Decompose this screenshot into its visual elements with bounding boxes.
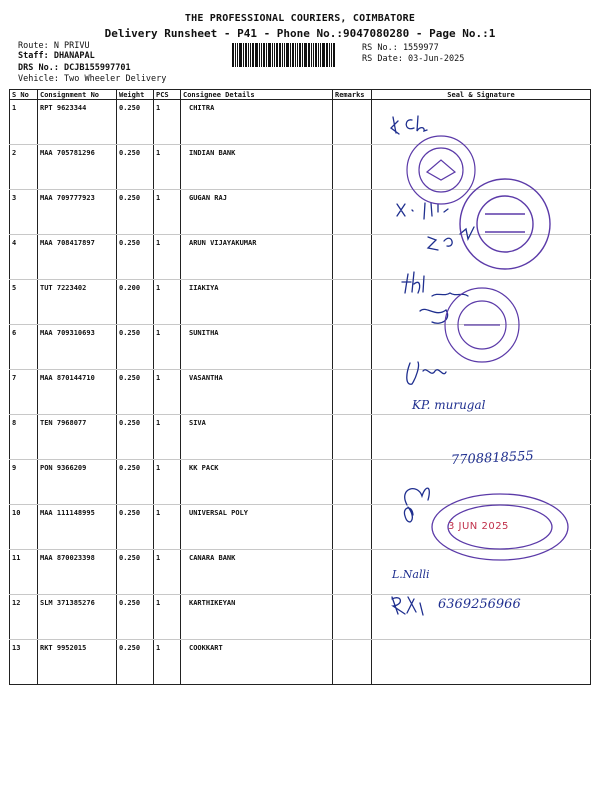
barcode-bar — [272, 43, 273, 67]
barcode-bar — [239, 43, 242, 67]
barcode-bar — [290, 43, 291, 67]
barcode-bar — [282, 43, 283, 67]
consignment-cell: TUT 7223402 — [38, 280, 117, 325]
consignee-cell: KK PACK — [181, 460, 333, 505]
staff-label: Staff: DHANAPAL — [18, 51, 95, 61]
weight-cell: 0.250 — [117, 595, 154, 640]
col-header-weight: Weight — [117, 90, 154, 100]
consignment-cell: MAA 708417897 — [38, 235, 117, 280]
consignment-cell: RPT 9623344 — [38, 100, 117, 145]
sno-cell: 2 — [10, 145, 38, 190]
weight-cell: 0.250 — [117, 460, 154, 505]
barcode-bar — [313, 43, 314, 67]
remarks-cell — [333, 370, 372, 415]
rs-date: RS Date: 03-Jun-2025 — [362, 54, 465, 64]
remarks-cell — [333, 325, 372, 370]
consignment-cell: MAA 705781296 — [38, 145, 117, 190]
weight-cell: 0.250 — [117, 145, 154, 190]
barcode-bar — [329, 43, 330, 67]
barcode-bar — [279, 43, 281, 67]
barcode-bar — [308, 43, 310, 67]
pcs-cell: 1 — [154, 370, 181, 415]
signature-cell — [372, 100, 591, 145]
table-row — [10, 550, 591, 595]
consignment-cell: MAA 709310693 — [38, 325, 117, 370]
consignment-cell: MAA 870144710 — [38, 370, 117, 415]
sno-cell: 9 — [10, 460, 38, 505]
pcs-cell: 1 — [154, 550, 181, 595]
consignee-cell: INDIAN BANK — [181, 145, 333, 190]
pcs-cell: 1 — [154, 235, 181, 280]
consignment-cell: SLM 371385276 — [38, 595, 117, 640]
barcode-bar — [255, 43, 258, 67]
sno-cell: 10 — [10, 505, 38, 550]
weight-cell: 0.250 — [117, 415, 154, 460]
weight-cell: 0.250 — [117, 325, 154, 370]
table-row — [10, 280, 591, 325]
barcode-bar — [276, 43, 278, 67]
weight-cell: 0.250 — [117, 640, 154, 685]
barcode-bar — [261, 43, 262, 67]
table-row — [10, 460, 591, 505]
sno-cell: 11 — [10, 550, 38, 595]
consignee-cell: SUNITHA — [181, 325, 333, 370]
sno-cell: 13 — [10, 640, 38, 685]
consignee-cell: SIVA — [181, 415, 333, 460]
pcs-cell: 1 — [154, 100, 181, 145]
weight-cell: 0.250 — [117, 370, 154, 415]
barcode-bar — [286, 43, 289, 67]
barcode-bar — [299, 43, 301, 67]
weight-cell: 0.250 — [117, 550, 154, 595]
barcode-bar — [333, 43, 335, 67]
barcode-bar — [304, 43, 307, 67]
consignment-cell: RKT 9952015 — [38, 640, 117, 685]
remarks-cell — [333, 505, 372, 550]
remarks-cell — [333, 415, 372, 460]
table-row — [10, 145, 591, 190]
remarks-cell — [333, 460, 372, 505]
pcs-cell: 1 — [154, 280, 181, 325]
barcode-bar — [318, 43, 319, 67]
consignee-cell: ARUN VIJAYAKUMAR — [181, 235, 333, 280]
consignee-cell: COOKKART — [181, 640, 333, 685]
weight-cell: 0.200 — [117, 280, 154, 325]
barcode-bar — [320, 43, 321, 67]
remarks-cell — [333, 235, 372, 280]
table-header-row — [10, 90, 591, 100]
handwritten-phone-kk-pack: 7708818555 — [450, 448, 535, 469]
sno-cell: 7 — [10, 370, 38, 415]
weight-cell: 0.250 — [117, 505, 154, 550]
vehicle-label: Vehicle: Two Wheeler Delivery — [18, 74, 167, 84]
barcode-bar — [295, 43, 296, 67]
remarks-cell — [333, 190, 372, 235]
barcode-bar — [263, 43, 265, 67]
table-row — [10, 370, 591, 415]
signature-cell — [372, 190, 591, 235]
col-header-signature: Seal & Signature — [372, 90, 591, 100]
pcs-cell: 1 — [154, 595, 181, 640]
signature-cell — [372, 280, 591, 325]
barcode-bar — [331, 43, 332, 67]
company-title: THE PROFESSIONAL COURIERS, COIMBATORE — [184, 13, 416, 24]
consignment-cell: PON 9366209 — [38, 460, 117, 505]
pcs-cell: 1 — [154, 460, 181, 505]
consignee-cell: GUGAN RAJ — [181, 190, 333, 235]
barcode-bar — [302, 43, 303, 67]
handwritten-signature-siva: KP. murugal — [412, 398, 486, 412]
sno-cell: 8 — [10, 415, 38, 460]
consignment-cell: TEN 7968077 — [38, 415, 117, 460]
barcode-bar — [322, 43, 325, 67]
rs-number: RS No.: 1559977 — [362, 43, 439, 53]
barcode-bar — [248, 43, 249, 67]
col-header-remarks: Remarks — [333, 90, 372, 100]
pcs-cell: 1 — [154, 415, 181, 460]
barcode-bar — [274, 43, 275, 67]
signature-cell — [372, 235, 591, 280]
remarks-cell — [333, 640, 372, 685]
consignment-cell: MAA 870023398 — [38, 550, 117, 595]
pcs-cell: 1 — [154, 145, 181, 190]
col-header-consignment: Consignment No — [38, 90, 117, 100]
remarks-cell — [333, 280, 372, 325]
sno-cell: 6 — [10, 325, 38, 370]
signature-cell — [372, 145, 591, 190]
table-row — [10, 325, 591, 370]
remarks-cell — [333, 100, 372, 145]
sno-cell: 3 — [10, 190, 38, 235]
barcode-bar — [252, 43, 254, 67]
consignee-cell: UNIVERSAL POLY — [181, 505, 333, 550]
barcode-bar — [284, 43, 285, 67]
table-row — [10, 640, 591, 685]
sno-cell: 1 — [10, 100, 38, 145]
barcode-bar — [315, 43, 317, 67]
consignee-cell: CHITRA — [181, 100, 333, 145]
remarks-cell — [333, 595, 372, 640]
consignment-cell: MAA 709777923 — [38, 190, 117, 235]
handwritten-signature-karthikeyan: L.Nalli — [392, 568, 430, 581]
barcode-bar — [268, 43, 271, 67]
barcode-bar — [237, 43, 238, 67]
sno-cell: 4 — [10, 235, 38, 280]
route-label: Route: N PRIVU — [18, 41, 90, 51]
handwritten-phone-cookkart: 6369256966 — [438, 597, 521, 612]
col-header-sno: S No — [10, 90, 38, 100]
weight-cell: 0.250 — [117, 190, 154, 235]
sno-cell: 5 — [10, 280, 38, 325]
barcode — [232, 43, 355, 67]
table-row — [10, 100, 591, 145]
barcode-bar — [232, 43, 234, 67]
weight-cell: 0.250 — [117, 235, 154, 280]
barcode-bar — [297, 43, 298, 67]
consignee-cell: IIAKIYA — [181, 280, 333, 325]
table-row — [10, 235, 591, 280]
signature-cell — [372, 325, 591, 370]
barcode-bar — [235, 43, 236, 67]
drs-number: DRS No.: DCJB155997701 — [18, 63, 131, 73]
pcs-cell: 1 — [154, 325, 181, 370]
barcode-bar — [245, 43, 247, 67]
remarks-cell — [333, 550, 372, 595]
barcode-bar — [311, 43, 312, 67]
barcode-bar — [266, 43, 267, 67]
barcode-bar — [250, 43, 251, 67]
consignment-cell: MAA 111148995 — [38, 505, 117, 550]
pcs-cell: 1 — [154, 505, 181, 550]
runsheet-subtitle: Delivery Runsheet - P41 - Phone No.:9047080280 - Page No.:1 — [104, 27, 496, 40]
barcode-bar — [243, 43, 244, 67]
pcs-cell: 1 — [154, 640, 181, 685]
sno-cell: 12 — [10, 595, 38, 640]
consignee-cell: CANARA BANK — [181, 550, 333, 595]
remarks-cell — [333, 145, 372, 190]
barcode-bar — [292, 43, 294, 67]
weight-cell: 0.250 — [117, 100, 154, 145]
consignee-cell: KARTHIKEYAN — [181, 595, 333, 640]
barcode-bar — [326, 43, 328, 67]
pcs-cell: 1 — [154, 190, 181, 235]
stamp-date-text: 3 JUN 2025 — [448, 521, 509, 532]
col-header-consignee: Consignee Details — [181, 90, 333, 100]
signature-cell — [372, 640, 591, 685]
consignee-cell: VASANTHA — [181, 370, 333, 415]
runsheet-table — [9, 89, 591, 685]
barcode-bar — [259, 43, 260, 67]
table-row — [10, 190, 591, 235]
col-header-pcs: PCS — [154, 90, 181, 100]
